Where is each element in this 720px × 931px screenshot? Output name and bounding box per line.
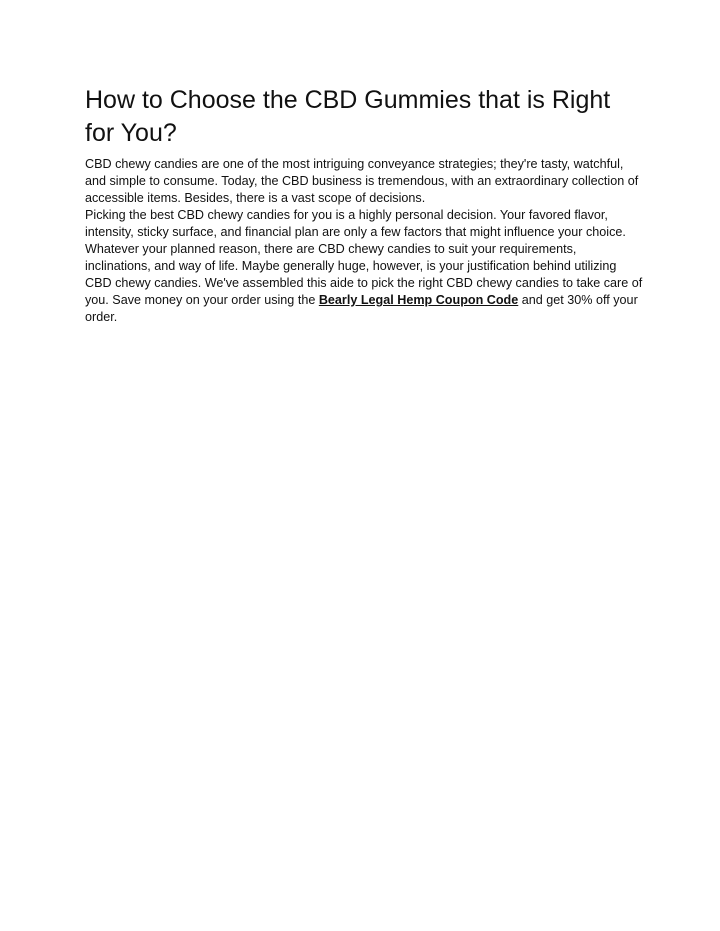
paragraph-coupon-text: Whatever your planned reason, there are CBD chewy candies to suit your requirements, inclinations, and way of life. Maybe generally huge, however, is your justification behind utilizing CBD chewy candies. We've assembled this aide to pick the right CBD chewy candies to take care of you. Save money on your order using the [85,242,643,307]
document-title: How to Choose the CBD Gummies that is Right for You? [85,86,611,147]
paragraph-coupon-tail: and get 30% off your order. [85,293,638,324]
paragraph-coupon [85,241,645,326]
coupon-code-link[interactable]: Bearly Legal Hemp Coupon Code [318,293,519,307]
paragraph-choice: Picking the best CBD chewy candies for you is a highly personal decision. Your favored flavor, intensity, sticky surface, and financial plan are only a few factors that might influence your choice. [85,208,626,239]
paragraph-intro: CBD chewy candies are one of the most intriguing conveyance strategies; they're tasty, watchful, and simple to consume. Today, the CBD business is tremendous, with an extraordinary collection of accessible items. Besides, there is a vast scope of decisions. [85,157,639,205]
document-page [85,84,645,326]
